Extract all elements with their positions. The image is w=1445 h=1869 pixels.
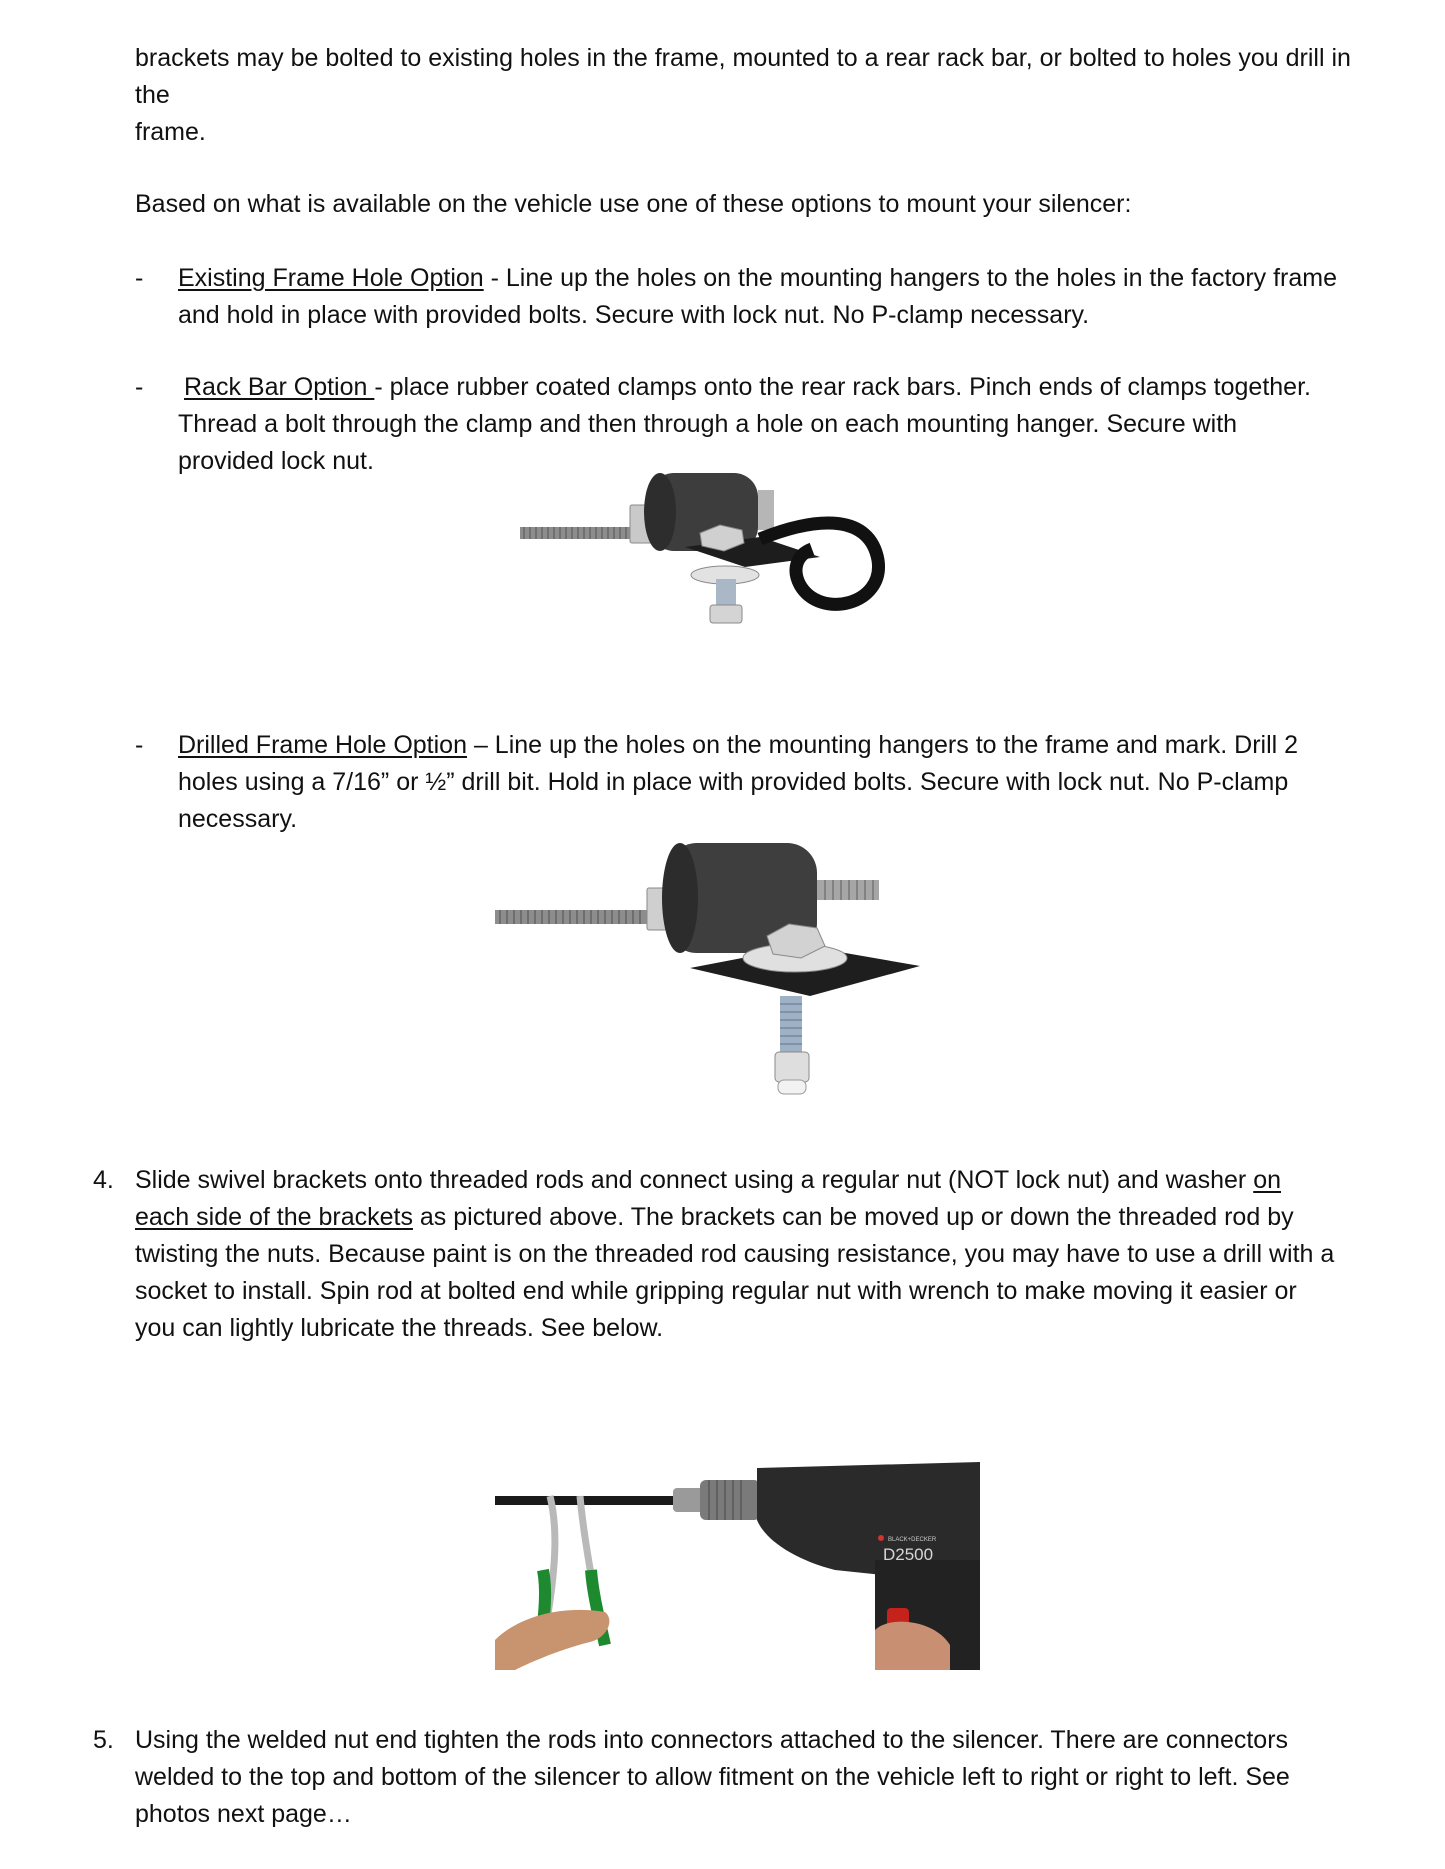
intro-line-2: frame.: [135, 118, 206, 146]
bullet-dash-1: -: [135, 264, 144, 292]
intro-line-1: brackets may be bolted to existing holes in the frame, mounted to a rear rack bar, or bolted to holes you drill in the: [135, 44, 1351, 109]
option-2-title: Rack Bar Option: [184, 373, 375, 401]
step-4-paragraph: [135, 1162, 1335, 1347]
step-5-number: 5.: [93, 1726, 114, 1754]
rack-bar-clamp-photo: [520, 445, 952, 680]
bullet-dash-2: -: [135, 373, 144, 401]
options-intro: Based on what is available on the vehicle use one of these options to mount your silencer:: [135, 190, 1132, 218]
step-4-text-b: as pictured above. The brackets can be moved up or down the threaded rod by twisting the nuts. Because paint is on the threaded rod causing resistance, you may have to use a drill with a socket to install. Spin rod at bolted end while gripping regular nut with wrench to make moving it easier or you can lightly lubricate the threads. See below.: [135, 1203, 1335, 1342]
drill-model-text: D2500: [883, 1545, 934, 1564]
option-3-title: Drilled Frame Hole Option: [178, 731, 467, 759]
option-3-text: – Line up the holes on the mounting hangers to the frame and mark. Drill 2 holes using a 7/16” or ½” drill bit. Hold in place with provided bolts. Secure with lock nut. No P-clamp necessary.: [178, 731, 1299, 833]
step-4-text-a: Slide swivel brackets onto threaded rods and connect using a regular nut (NOT lock nut) and washer: [135, 1166, 1254, 1194]
option-1-text: - Line up the holes on the mounting hangers to the holes in the factory frame and hold in place with provided bolts. Secure with lock nut. No P-clamp necessary.: [178, 264, 1337, 329]
option-existing-frame-hole: [178, 260, 1338, 334]
step-5-paragraph: Using the welded nut end tighten the rods into connectors attached to the silencer. There are connectors welded to the top and bottom of the silencer to allow fitment on the vehicle left to right or right to left. See photos next page…: [135, 1726, 1290, 1828]
drill-brand-text: BLACK+DECKER: [888, 1537, 937, 1543]
step-4-underlined: on each side of the brackets: [135, 1166, 1282, 1231]
step-4-number: 4.: [93, 1166, 114, 1194]
bullet-dash-3: -: [135, 731, 144, 759]
option-1-title: Existing Frame Hole Option: [178, 264, 484, 292]
option-2-text: - place rubber coated clamps onto the rear rack bars. Pinch ends of clamps together. Thread a bolt through the clamp and then through a hole on each mounting hanger. Secure with provided lock nut.: [178, 373, 1311, 475]
intro-paragraph: [135, 40, 1355, 151]
drilled-frame-mount-photo: [495, 818, 980, 1120]
drill-and-pliers-photo: [495, 1390, 980, 1670]
